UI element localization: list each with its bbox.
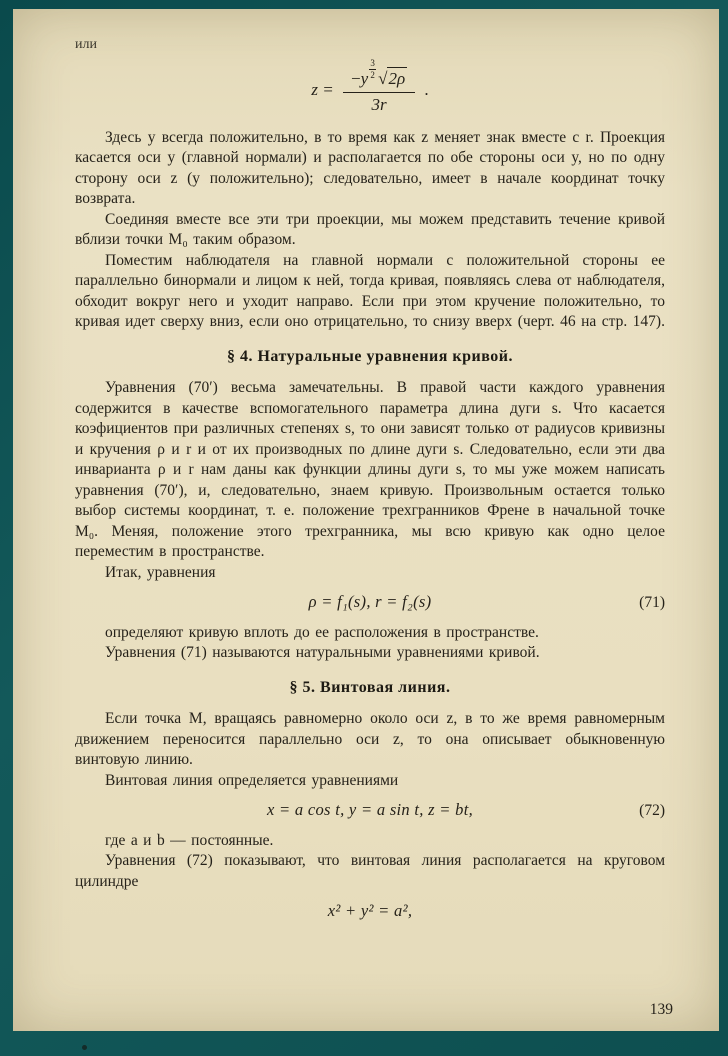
formula-z-period: . — [424, 79, 429, 99]
paragraph: Уравнения (70′) весьма замечательны. В правой части каждого уравнения содержится в качестве вспомогательного параметра длина дуги s. Что касается коэфициентов при различных степенях s, то они зависят только от радиусов кривизны и кручения ρ и r и от их производных по длине дуги s. Следовательно, если эти два инварианта ρ и r нам даны как функции длины дуги s, то мы уже можем написать уравнения (70′), и, следовательно, знаем кривую. Произвольным остается только выбор системы координат, т. е. положение трехгранников Френе в начальной точке M₀. Меняя, положение этого трехгранника, мы всю кривую как одно целое переместим в пространстве. — [75, 379, 665, 560]
minus-sign: − — [350, 68, 361, 88]
display-formula-z — [75, 57, 665, 116]
formula-z-fraction — [343, 57, 415, 116]
paragraph: где a и b — постоянные. — [105, 831, 274, 849]
equation-72 — [75, 800, 665, 821]
paragraph: Здесь y всегда положительно, в то время как z меняет знак вместе с r. Проекция касается оси y (главной нормали) и располагается по обе стороны оси y, но по одну сторону оси z (y положительно); следовательно, имеет в начале координат точку возврата. — [75, 128, 665, 207]
paragraph: Итак, уравнения — [105, 563, 216, 581]
equation-cylinder-body: x² + y² = a², — [327, 901, 413, 920]
paragraph: Если точка M, вращаясь равномерно около оси z, в то же время равномерным движением переносится параллельно оси z, то она описывает обыкновенную винтовую линию. — [75, 710, 665, 768]
paragraph: Уравнения (71) называются натуральными уравнениями кривой. — [105, 644, 540, 661]
scan-artifact-dot — [82, 1045, 87, 1050]
formula-z-base: y — [360, 68, 369, 88]
paragraph: Уравнения (72) показывают, что винтовая линия располагается на круговом цилиндре — [75, 852, 665, 890]
equation-71-tag: (71) — [639, 594, 665, 611]
equation-72-tag: (72) — [639, 802, 665, 819]
formula-z-numerator — [343, 57, 415, 94]
equation-71-body: ρ = f₁(s), r = f₂(s) — [308, 592, 432, 611]
radicand: 2ρ — [388, 68, 406, 88]
equation-cylinder — [75, 901, 665, 922]
continuation-word: или — [75, 37, 97, 52]
page-number: 139 — [649, 1001, 673, 1018]
radical-sign: √ — [378, 68, 388, 88]
exponent-denominator: 2 — [370, 69, 375, 80]
formula-z-lhs: z = — [311, 79, 334, 99]
paragraph: Поместим наблюдателя на главной нормали с положительной стороны ее параллельно бинормали и лицом к ней, тогда кривая, появляясь слева от наблюдателя, обходит вокруг него и уходит направо. Если при этом кручение положительно, то кривая идет сверху вниз, если оно отрицательно, то снизу вверх (черт. 46 на стр. 147). — [75, 251, 665, 330]
exponent-numerator: 3 — [370, 57, 375, 68]
formula-z-exponent — [369, 59, 376, 80]
paragraph: определяют кривую вплоть до ее расположения в пространстве. — [105, 623, 539, 641]
formula-z-denominator: 3r — [371, 95, 387, 114]
paragraph: Винтовая линия определяется уравнениями — [105, 771, 399, 789]
equation-72-body: x = a cos t, y = a sin t, z = bt, — [267, 800, 473, 819]
paragraph: Соединяя вместе все эти три проекции, мы можем представить течение кривой вблизи точки M₀ таким образом. — [75, 210, 665, 248]
equation-71 — [75, 592, 665, 613]
section-4-heading: § 4. Натуральные уравнения кривой. — [226, 347, 513, 365]
section-5-heading: § 5. Винтовая линия. — [289, 678, 451, 696]
page-content — [75, 35, 665, 1013]
book-page — [13, 9, 719, 1031]
